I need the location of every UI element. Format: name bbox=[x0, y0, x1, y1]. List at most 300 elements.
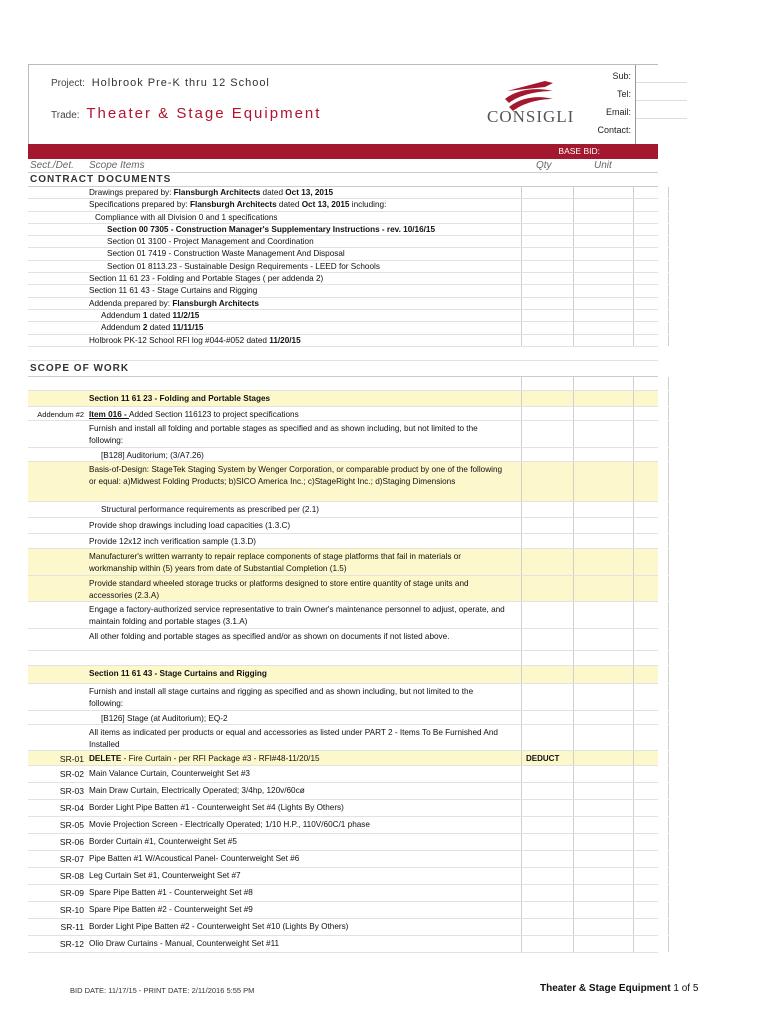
item-text bbox=[89, 870, 509, 883]
grid-line bbox=[573, 298, 574, 309]
grid-line bbox=[633, 273, 634, 284]
item-text-lead: DELETE bbox=[89, 753, 122, 763]
grid-line bbox=[521, 834, 522, 850]
base-bid-bar bbox=[28, 144, 658, 159]
contract-line-text bbox=[89, 187, 509, 200]
grid-line bbox=[668, 502, 669, 517]
item-code: SR-11 bbox=[60, 921, 84, 932]
grid-line bbox=[633, 298, 634, 309]
grid-line bbox=[633, 851, 634, 867]
contract-line-part: Section 11 61 23 - Folding and Portable Stages ( per addenda 2) bbox=[89, 274, 324, 284]
item-code: SR-08 bbox=[59, 870, 84, 881]
grid-line bbox=[521, 187, 522, 198]
grid-line bbox=[668, 651, 669, 665]
grid-line bbox=[633, 236, 634, 247]
grid-line bbox=[668, 335, 669, 346]
item-text-content: Spare Pipe Batten #2 - Counterweight Set #9 bbox=[89, 904, 253, 914]
contract-line bbox=[28, 310, 658, 322]
grid-line bbox=[633, 725, 634, 750]
project-row bbox=[51, 77, 270, 89]
grid-line bbox=[668, 902, 669, 918]
item-code: SR-05 bbox=[59, 819, 84, 830]
grid-line bbox=[668, 885, 669, 901]
grid-line bbox=[573, 261, 574, 272]
grid-line bbox=[521, 273, 522, 284]
contract-line bbox=[28, 212, 658, 224]
contract-line bbox=[28, 261, 658, 273]
scope-item-row bbox=[28, 817, 658, 834]
grid-line bbox=[573, 602, 574, 628]
scope-row bbox=[28, 629, 658, 651]
footer-trade: Theater & Stage Equipment bbox=[540, 983, 671, 994]
grid-line bbox=[668, 817, 669, 833]
contract-line-part: 11/20/15 bbox=[269, 335, 301, 345]
grid-line bbox=[573, 377, 574, 390]
grid-line bbox=[521, 800, 522, 816]
item-text-content: [B126] Stage (at Auditorium); EQ-2 bbox=[101, 713, 228, 723]
item-text bbox=[89, 785, 509, 798]
grid-line bbox=[521, 549, 522, 575]
item-code: Addendum #2 bbox=[37, 409, 84, 419]
contract-line-part: Compliance with all Division 0 and 1 specifications bbox=[95, 212, 278, 222]
grid-line bbox=[633, 666, 634, 683]
contract-line bbox=[28, 187, 658, 199]
grid-line bbox=[633, 817, 634, 833]
item-code: SR-02 bbox=[59, 768, 84, 779]
spacer-row bbox=[28, 347, 658, 361]
grid-line bbox=[573, 902, 574, 918]
contract-line-part: Specifications prepared by: bbox=[89, 200, 191, 210]
grid-line bbox=[633, 391, 634, 406]
tel-label: Tel: bbox=[616, 89, 631, 99]
scope-row bbox=[28, 391, 658, 407]
scope-row bbox=[28, 448, 658, 462]
grid-line bbox=[573, 273, 574, 284]
contract-line bbox=[28, 322, 658, 334]
grid-line bbox=[668, 261, 669, 272]
grid-line bbox=[521, 502, 522, 517]
scope-row bbox=[28, 549, 658, 576]
col-unit: Unit bbox=[594, 160, 612, 171]
grid-line bbox=[668, 666, 669, 683]
grid-line bbox=[668, 602, 669, 628]
grid-line bbox=[633, 751, 634, 765]
item-text-content: Spare Pipe Batten #1 - Counterweight Set #8 bbox=[89, 887, 253, 897]
footer-dates: BID DATE: 11/17/15 - PRINT DATE: 2/11/2016 5:55 PM bbox=[70, 986, 255, 995]
item-text-lead: Item 016 - bbox=[89, 409, 130, 419]
item-text bbox=[89, 836, 509, 849]
scope-row bbox=[28, 518, 658, 534]
header-block bbox=[28, 64, 658, 144]
item-text-content: Main Valance Curtain, Counterweight Set #3 bbox=[89, 768, 250, 778]
item-text bbox=[89, 423, 509, 448]
contract-line-part: dated bbox=[147, 310, 173, 320]
item-text-content: Engage a factory-authorized service representative to train Owner's maintenance personnel to adjust, operate, and maintain folding and portable stages (3.1.A) bbox=[89, 604, 505, 627]
grid-line bbox=[521, 236, 522, 247]
grid-line bbox=[573, 666, 574, 683]
grid-line bbox=[633, 834, 634, 850]
grid-line bbox=[573, 751, 574, 765]
item-text-content: Furnish and install all folding and portable stages as specified and as shown including, but not limited to the following: bbox=[89, 423, 478, 446]
contract-line bbox=[28, 236, 658, 248]
scope-row bbox=[28, 651, 658, 666]
grid-line bbox=[668, 462, 669, 501]
item-text-content: Border Light Pipe Batten #2 - Counterweight Set #10 (Lights By Others) bbox=[89, 921, 349, 931]
item-text-content: Provide shop drawings including load capacities (1.3.C) bbox=[89, 520, 291, 530]
contract-line-part: Holbrook PK-12 School RFI log #044-#052 dated bbox=[89, 335, 270, 345]
contract-line-text bbox=[89, 248, 509, 261]
scope-item-row bbox=[28, 868, 658, 885]
grid-line bbox=[573, 322, 574, 333]
grid-line bbox=[668, 629, 669, 650]
scope-row bbox=[28, 462, 658, 502]
contract-line-part: 2 bbox=[142, 323, 148, 333]
grid-line bbox=[573, 651, 574, 665]
email-field[interactable] bbox=[636, 101, 687, 119]
grid-line bbox=[633, 576, 634, 601]
item-text-content: Basis-of-Design: StageTek Staging System by Wenger Corporation, or comparable product by one of the following or equal: a)Midwest Folding Products; b)SICO America Inc.; c)StageRight Inc.; d)Staging Dimensions bbox=[89, 464, 503, 487]
grid-line bbox=[633, 421, 634, 447]
grid-line bbox=[573, 335, 574, 346]
item-text-content: Provide 12x12 inch verification sample (1.3.D) bbox=[89, 536, 257, 546]
grid-line bbox=[521, 868, 522, 884]
item-text-content: Leg Curtain Set #1, Counterweight Set #7 bbox=[89, 870, 241, 880]
contact-label: Contact: bbox=[597, 125, 631, 135]
grid-line bbox=[633, 261, 634, 272]
item-text-content: Main Draw Curtain, Electrically Operated; 3/4hp, 120v/60cø bbox=[89, 785, 305, 795]
grid-line bbox=[668, 236, 669, 247]
grid-line bbox=[521, 224, 522, 235]
scope-item-row bbox=[28, 751, 658, 766]
grid-line bbox=[573, 783, 574, 799]
contact-field[interactable] bbox=[636, 119, 687, 145]
grid-line bbox=[521, 285, 522, 296]
footer-page bbox=[540, 983, 698, 994]
scope-item-row bbox=[28, 800, 658, 817]
grid-line bbox=[668, 518, 669, 533]
grid-line bbox=[668, 725, 669, 750]
scope-row bbox=[28, 576, 658, 602]
item-text-content: Olio Draw Curtains - Manual, Counterweight Set #11 bbox=[89, 938, 280, 948]
grid-line bbox=[521, 421, 522, 447]
contract-line bbox=[28, 298, 658, 310]
contract-line-part: Section 01 8113.23 - Sustainable Design Requirements - LEED for Schools bbox=[107, 261, 380, 271]
contract-line-text bbox=[89, 224, 509, 237]
logo-text: CONSIGLI bbox=[487, 107, 575, 126]
grid-line bbox=[573, 391, 574, 406]
grid-line bbox=[573, 834, 574, 850]
grid-line bbox=[521, 936, 522, 952]
grid-line bbox=[573, 868, 574, 884]
scope-item-row bbox=[28, 936, 658, 953]
tel-field[interactable] bbox=[636, 83, 687, 101]
trade-value: Theater & Stage Equipment bbox=[86, 105, 322, 122]
grid-line bbox=[633, 199, 634, 210]
grid-line bbox=[633, 534, 634, 548]
grid-line bbox=[573, 448, 574, 461]
grid-line bbox=[668, 684, 669, 710]
grid-line bbox=[573, 236, 574, 247]
grid-line bbox=[633, 684, 634, 710]
grid-line bbox=[521, 666, 522, 683]
grid-line bbox=[573, 725, 574, 750]
column-headers bbox=[28, 159, 658, 173]
item-text bbox=[89, 904, 509, 917]
contract-line-part: dated bbox=[260, 188, 286, 197]
grid-line bbox=[521, 248, 522, 259]
item-text bbox=[89, 727, 509, 752]
grid-line bbox=[573, 199, 574, 210]
scope-row bbox=[28, 534, 658, 549]
contract-line bbox=[28, 335, 658, 347]
grid-line bbox=[573, 407, 574, 420]
scope-row bbox=[28, 711, 658, 725]
item-text bbox=[89, 520, 509, 533]
grid-line bbox=[633, 936, 634, 952]
contract-line-text bbox=[89, 199, 509, 212]
contract-line-part: 1 bbox=[142, 310, 148, 320]
grid-line bbox=[521, 576, 522, 601]
contract-line bbox=[28, 224, 658, 236]
grid-line bbox=[573, 310, 574, 321]
grid-line bbox=[633, 407, 634, 420]
grid-line bbox=[668, 298, 669, 309]
contract-line bbox=[28, 273, 658, 285]
grid-line bbox=[668, 783, 669, 799]
item-text bbox=[89, 464, 509, 489]
contract-line-part: Section 01 7419 - Construction Waste Management And Disposal bbox=[107, 249, 345, 259]
sub-label: Sub: bbox=[612, 71, 631, 81]
trade-label: Trade: bbox=[51, 110, 80, 121]
scope-item-row bbox=[28, 851, 658, 868]
grid-line bbox=[573, 576, 574, 601]
contract-line-part: 11/2/15 bbox=[172, 310, 200, 320]
grid-line bbox=[633, 248, 634, 259]
email-label: Email: bbox=[605, 107, 631, 117]
contract-line bbox=[28, 199, 658, 211]
contract-documents-heading: CONTRACT DOCUMENTS bbox=[28, 173, 658, 187]
grid-line bbox=[668, 800, 669, 816]
grid-line bbox=[633, 885, 634, 901]
grid-line bbox=[633, 462, 634, 501]
footer-page-count: 1 of 5 bbox=[670, 983, 699, 994]
item-text-content: Pipe Batten #1 W/Acoustical Panel- Counterweight Set #6 bbox=[89, 853, 300, 863]
item-text bbox=[89, 631, 509, 644]
grid-line bbox=[521, 534, 522, 548]
grid-line bbox=[668, 391, 669, 406]
item-text bbox=[89, 802, 509, 815]
grid-line bbox=[633, 224, 634, 235]
item-text-content: Section 11 61 43 - Stage Curtains and Rigging bbox=[89, 668, 267, 678]
item-text bbox=[89, 921, 509, 934]
grid-line bbox=[573, 212, 574, 223]
grid-line bbox=[573, 766, 574, 782]
grid-line bbox=[521, 261, 522, 272]
grid-line bbox=[521, 407, 522, 420]
grid-line bbox=[521, 212, 522, 223]
grid-line bbox=[633, 448, 634, 461]
item-text bbox=[89, 409, 509, 422]
scope-row bbox=[28, 725, 658, 751]
item-code: SR-12 bbox=[59, 938, 84, 949]
item-text-rest: Added Section 116123 to project specifications bbox=[129, 409, 299, 419]
grid-line bbox=[521, 322, 522, 333]
grid-line bbox=[521, 684, 522, 710]
grid-line bbox=[521, 766, 522, 782]
contract-line-part: dated bbox=[147, 323, 173, 333]
grid-line bbox=[668, 285, 669, 296]
item-text bbox=[89, 686, 509, 711]
item-text bbox=[89, 578, 509, 603]
item-text-content: [B128] Auditorium; (3/A7.26) bbox=[101, 450, 204, 460]
scope-item-row bbox=[28, 834, 658, 851]
grid-line bbox=[668, 851, 669, 867]
scope-item-row bbox=[28, 783, 658, 800]
contract-lines bbox=[28, 187, 658, 347]
scope-row bbox=[28, 602, 658, 629]
contract-line-part: 11/11/15 bbox=[172, 323, 204, 333]
scope-row bbox=[28, 684, 658, 711]
grid-line bbox=[573, 534, 574, 548]
item-text-content: Structural performance requirements as prescribed per (2.1) bbox=[101, 504, 319, 514]
grid-line bbox=[668, 273, 669, 284]
grid-line bbox=[668, 534, 669, 548]
item-text-content: Section 11 61 23 - Folding and Portable Stages bbox=[89, 393, 271, 403]
grid-line bbox=[633, 868, 634, 884]
item-code: SR-06 bbox=[59, 836, 84, 847]
project-value: Holbrook Pre-K thru 12 School bbox=[91, 77, 270, 89]
grid-line bbox=[521, 783, 522, 799]
grid-line bbox=[573, 518, 574, 533]
contract-line-part: including: bbox=[349, 200, 387, 210]
scope-row bbox=[28, 407, 658, 421]
scope-row bbox=[28, 421, 658, 448]
grid-line bbox=[521, 902, 522, 918]
contract-line-text bbox=[89, 310, 509, 323]
base-bid-label: BASE BID: bbox=[558, 146, 600, 156]
col-qty: Qty bbox=[536, 160, 552, 171]
grid-line bbox=[633, 902, 634, 918]
grid-line bbox=[668, 224, 669, 235]
contract-line-part: Section 00 7305 - Construction Manager's Supplementary Instructions - rev. 10/16/15 bbox=[107, 224, 436, 234]
grid-line bbox=[573, 919, 574, 935]
contract-line-text bbox=[89, 261, 509, 274]
contract-line-part: Flansburgh Architects bbox=[190, 200, 277, 210]
scope-of-work-heading: SCOPE OF WORK bbox=[28, 361, 658, 377]
grid-line bbox=[573, 248, 574, 259]
item-code: SR-01 bbox=[59, 753, 84, 764]
grid-line bbox=[521, 335, 522, 346]
grid-line bbox=[633, 919, 634, 935]
grid-line bbox=[668, 576, 669, 601]
grid-line bbox=[521, 725, 522, 750]
scope-row bbox=[28, 502, 658, 518]
item-text bbox=[89, 713, 509, 726]
contract-line-text bbox=[89, 298, 509, 311]
contract-line-text bbox=[89, 212, 509, 225]
grid-line bbox=[633, 377, 634, 390]
grid-line bbox=[668, 868, 669, 884]
grid-line bbox=[633, 310, 634, 321]
grid-line bbox=[573, 885, 574, 901]
item-text-content: Provide standard wheeled storage trucks or platforms designed to store entire quantity of stage units and accessories (2.3.A) bbox=[89, 578, 469, 601]
grid-line bbox=[633, 711, 634, 724]
item-text bbox=[89, 551, 509, 576]
grid-line bbox=[633, 766, 634, 782]
item-text bbox=[89, 819, 509, 832]
contract-line-text bbox=[89, 322, 509, 335]
project-label: Project: bbox=[51, 78, 85, 89]
grid-line bbox=[573, 502, 574, 517]
grid-line bbox=[668, 212, 669, 223]
contract-line bbox=[28, 248, 658, 260]
item-text bbox=[89, 504, 509, 517]
grid-line bbox=[521, 377, 522, 390]
grid-line bbox=[521, 518, 522, 533]
grid-line bbox=[633, 518, 634, 533]
sub-field[interactable] bbox=[636, 65, 687, 83]
grid-line bbox=[521, 462, 522, 501]
contract-line-text bbox=[89, 273, 509, 286]
contract-line-text bbox=[89, 285, 509, 298]
contract-line-text bbox=[89, 236, 509, 249]
grid-line bbox=[633, 187, 634, 198]
grid-line bbox=[573, 421, 574, 447]
grid-line bbox=[668, 310, 669, 321]
item-text bbox=[89, 668, 509, 681]
grid-line bbox=[521, 851, 522, 867]
grid-line bbox=[521, 199, 522, 210]
item-text-content: Manufacturer's written warranty to repair replace components of stage platforms that fail in materials or workmanship within (5) years from date of Substantial Completion (1.5) bbox=[89, 551, 461, 574]
grid-line bbox=[668, 199, 669, 210]
grid-line bbox=[521, 919, 522, 935]
contract-line bbox=[28, 285, 658, 297]
scope-item-row bbox=[28, 766, 658, 783]
contract-line-part: Addendum bbox=[101, 310, 143, 320]
contract-line-text bbox=[89, 335, 509, 348]
grid-line bbox=[668, 549, 669, 575]
grid-line bbox=[668, 187, 669, 198]
item-text-rest: - Fire Curtain - per RFI Package #3 - RFI#48-11/20/15 bbox=[121, 753, 320, 763]
grid-line bbox=[633, 629, 634, 650]
sub-info-column bbox=[635, 65, 687, 145]
scope-item-row bbox=[28, 885, 658, 902]
grid-line bbox=[521, 885, 522, 901]
grid-line bbox=[668, 448, 669, 461]
grid-line bbox=[668, 421, 669, 447]
grid-line bbox=[668, 407, 669, 420]
grid-line bbox=[668, 711, 669, 724]
contract-line-part: Addendum bbox=[101, 323, 143, 333]
item-code: SR-09 bbox=[59, 887, 84, 898]
bid-sheet bbox=[28, 64, 658, 953]
grid-line bbox=[573, 224, 574, 235]
contract-line-part: Flansburgh Architects bbox=[173, 188, 261, 197]
grid-line bbox=[668, 377, 669, 390]
trade-row bbox=[51, 105, 321, 122]
contract-line-part: Oct 13, 2015 bbox=[285, 188, 334, 197]
grid-line bbox=[668, 936, 669, 952]
item-text-content: All items as indicated per products or equal and accessories as listed under PART 2 - Items To Be Furnished And Installed bbox=[89, 727, 498, 750]
item-text bbox=[89, 393, 509, 406]
grid-line bbox=[573, 684, 574, 710]
grid-line bbox=[521, 448, 522, 461]
grid-line bbox=[633, 800, 634, 816]
item-text bbox=[89, 887, 509, 900]
item-text-content: Movie Projection Screen - Electrically Operated; 1/10 H.P., 110V/60C/1 phase bbox=[89, 819, 370, 829]
grid-line bbox=[573, 549, 574, 575]
grid-line bbox=[521, 651, 522, 665]
